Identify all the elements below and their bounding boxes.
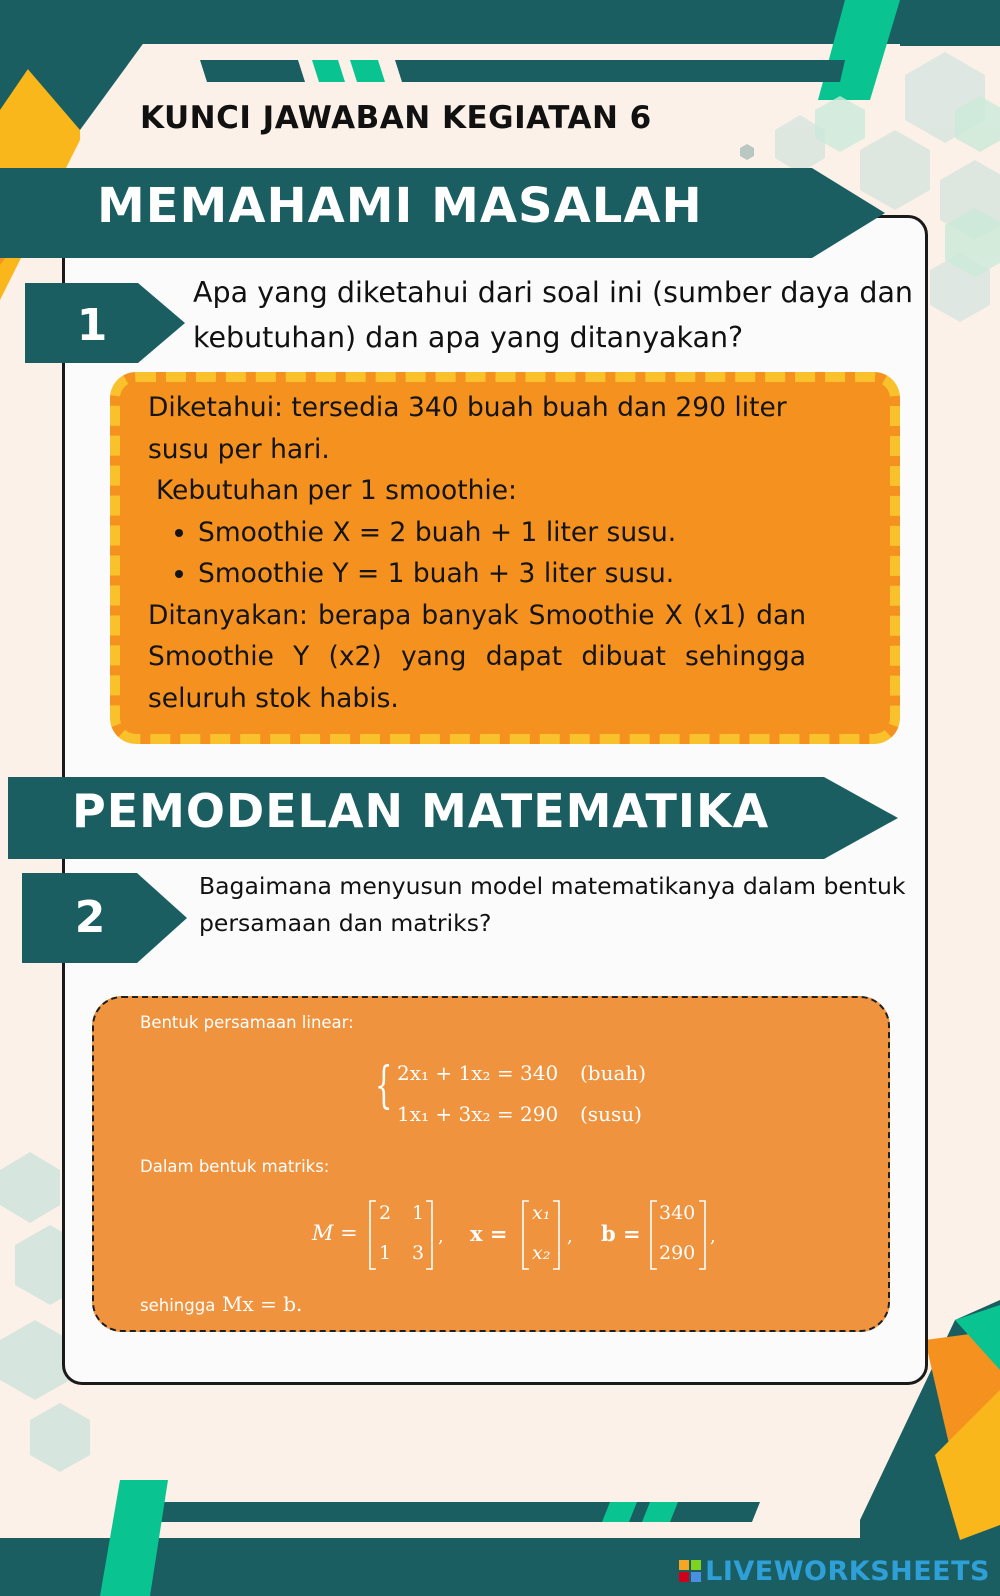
matrix-M-left-bracket — [368, 1200, 378, 1270]
vector-b-left-bracket — [649, 1200, 659, 1270]
needs-list — [148, 512, 806, 595]
section1-heading: MEMAHAMI MASALAH — [97, 178, 703, 234]
vector-b-cell: 290 — [659, 1242, 696, 1264]
asked-line: Ditanyakan: berapa banyak Smoothie X (x1) dan Smoothie Y (x2) yang dapat dibuat sehingga seluruh stok habis. — [148, 599, 806, 714]
needs-item-y: • Smoothie Y = 1 buah + 3 liter susu. — [198, 553, 806, 595]
question2-number: 2 — [74, 892, 106, 943]
matrix-M-cell: 3 — [412, 1242, 425, 1264]
comma: , — [710, 1226, 716, 1247]
liveworksheets-watermark — [679, 1556, 990, 1587]
page-title: KUNCI JAWABAN KEGIATAN 6 — [140, 100, 652, 136]
liveworksheets-logo-icon — [679, 1560, 701, 1582]
system-brace: { — [375, 1056, 393, 1114]
matrix-M-cell: 2 — [379, 1202, 392, 1224]
vector-x-cell: x₁ — [532, 1202, 551, 1224]
matrix-M-cell: 1 — [412, 1202, 425, 1224]
matrix-M-right-bracket — [424, 1200, 434, 1270]
vector-b-cell: 340 — [659, 1202, 696, 1224]
vector-x-name: x = — [470, 1221, 508, 1246]
comma: , — [567, 1226, 573, 1247]
equation-1-note: (buah) — [580, 1061, 647, 1085]
equation-2-note: (susu) — [580, 1102, 642, 1126]
equation-1: 2x₁ + 1x₂ = 340 — [397, 1061, 559, 1085]
vector-x-right-bracket — [551, 1200, 561, 1270]
equation-2: 1x₁ + 3x₂ = 290 — [397, 1102, 559, 1126]
matrix-M-name: M = — [312, 1221, 358, 1245]
matrix-label: Dalam bentuk matriks: — [140, 1157, 330, 1176]
matrix-M-cell: 1 — [379, 1242, 392, 1264]
vector-x-cell: x₂ — [532, 1242, 551, 1264]
conclusion-prefix: sehingga — [140, 1296, 216, 1315]
vector-b-right-bracket — [697, 1200, 707, 1270]
needs-item-x: • Smoothie X = 2 buah + 1 liter susu. — [198, 512, 806, 554]
question2-text: Bagaimana menyusun model matematikanya dalam bentuk persamaan dan matriks? — [199, 872, 906, 937]
section2-heading: PEMODELAN MATEMATIKA — [72, 784, 770, 838]
known-line: Diketahui: tersedia 340 buah buah dan 290 liter susu per hari. — [148, 392, 787, 465]
comma: , — [438, 1226, 444, 1247]
conclusion-equation: Mx = b. — [222, 1292, 303, 1316]
linear-label: Bentuk persamaan linear: — [140, 1013, 354, 1032]
needs-title: Kebutuhan per 1 smoothie: — [156, 475, 517, 506]
vector-x-left-bracket — [521, 1200, 531, 1270]
question1-text: Apa yang diketahui dari soal ini (sumber daya dan kebutuhan) dan apa yang ditanyakan? — [193, 276, 913, 354]
watermark-text: LIVEWORKSHEETS — [705, 1556, 990, 1587]
answer1-content — [148, 387, 806, 719]
vector-b-name: b = — [601, 1221, 641, 1246]
question1-number: 1 — [76, 300, 108, 351]
